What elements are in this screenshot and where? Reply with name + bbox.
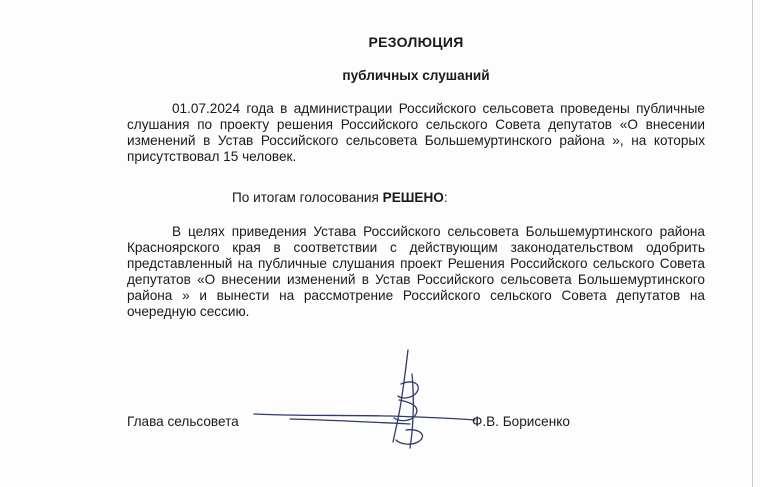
- signatory-name: Ф.В. Борисенко: [472, 414, 570, 429]
- paragraph-hearing-info: [127, 101, 705, 165]
- paragraph-resolution: [127, 224, 705, 320]
- document-title: РЕЗОЛЮЦИЯ: [368, 34, 464, 50]
- decision-word: РЕШЕНО: [382, 190, 444, 205]
- signatory-title: Глава сельсовета: [127, 414, 239, 429]
- decision-suffix: :: [443, 190, 448, 205]
- paragraph-resolution-text: В целях приведения Устава Российского сельсовета Большемуртинского района Красноярского края в соответствии с действующим законодательством одобрить представленный на публичные слушания проект Решения Российского сельского Совета депутатов «О внесении изменений в Устав Российского сельсовета Большемуртинского района » и вынести на рассмотрение Российского сельского Совета депутатов на очередную сессию.: [127, 224, 705, 319]
- document-subtitle: публичных слушаний: [342, 68, 490, 83]
- handwritten-signature: [250, 344, 480, 454]
- decision-line: [232, 190, 448, 206]
- paragraph-hearing-text: 01.07.2024 года в администрации Российского сельсовета проведены публичные слушания по проекту решения Российского сельского Совета депутатов «О внесении изменений в Устав Российского сельсовета Большемуртинского района », на которых присутствовал 15 человек.: [127, 101, 705, 164]
- decision-prefix: По итогам голосования: [232, 190, 383, 205]
